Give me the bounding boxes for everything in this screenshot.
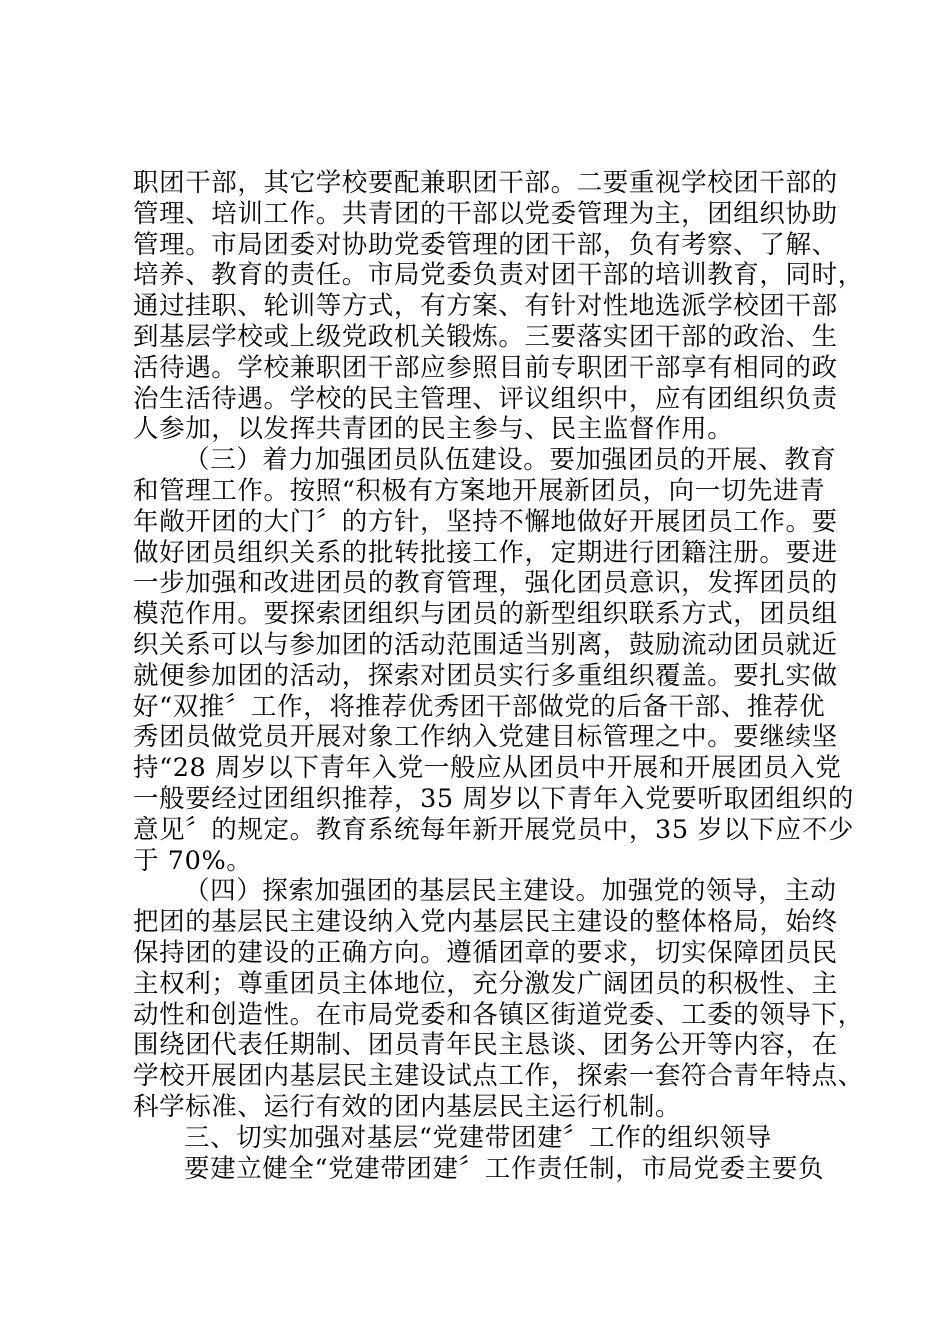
paragraph-start-line: 要建立健全“党建带团建〞工作责任制，市局党委主要负 <box>184 1153 825 1184</box>
text-line: 围绕团代表任期制、团员青年民主恳谈、团务公开等内容，在 <box>133 1030 838 1061</box>
text-line: 一般要经过团组织推荐，35 周岁以下青年入党要听取团组织的 <box>133 783 854 814</box>
document-body <box>133 168 864 1184</box>
text-line: 职团干部，其它学校要配兼职团干部。二要重视学校团干部的 <box>133 168 838 198</box>
text-line: 到基层学校或上级党政机关锻炼。三要落实团干部的政治、生 <box>133 321 838 352</box>
text-line: 管理、培训工作。共青团的干部以党委管理为主，团组织协助 <box>133 198 838 229</box>
text-line: 人参加，以发挥共青团的民主参与、民主监督作用。 <box>133 414 734 445</box>
text-line: 活待遇。学校兼职团干部应参照目前专职团干部享有相同的政 <box>133 352 838 383</box>
text-line: 和管理工作。按照“积极有方案地开展新团员，向一切先进青 <box>133 475 826 506</box>
text-line: 把团的基层民主建设纳入党内基层民主建设的整体格局，始终 <box>133 907 838 938</box>
text-line: 保持团的建设的正确方向。遵循团章的要求，切实保障团员民 <box>133 937 838 968</box>
text-line: 秀团员做党员开展对象工作纳入党建目标管理之中。要继续坚 <box>133 722 838 753</box>
paragraph-start-line: （四）探索加强团的基层民主建设。加强党的领导，主动 <box>184 876 837 907</box>
text-line: 做好团员组织关系的批转批接工作，定期进行团籍注册。要进 <box>133 537 838 568</box>
text-line: 培养、教育的责任。市局党委负责对团干部的培训教育，同时， <box>133 260 864 291</box>
text-line: 管理。市局团委对协助党委管理的团干部，负有考察、了解、 <box>133 229 838 260</box>
text-line: 于 70%。 <box>133 845 253 876</box>
text-line: 织关系可以与参加团的活动范围适当别离，鼓励流动团员就近 <box>133 629 838 660</box>
text-line: 好“双推〞工作，将推荐优秀团干部做党的后备干部、推荐优 <box>133 691 826 722</box>
text-line: 意见〞的规定。教育系统每年新开展党员中，35 岁以下应不少 <box>133 814 854 845</box>
text-line: 科学标准、运行有效的团内基层民主运行机制。 <box>133 1091 682 1122</box>
section-heading: 三、切实加强对基层“党建带团建〞工作的组织领导 <box>184 1122 772 1153</box>
text-line: 通过挂职、轮训等方式，有方案、有针对性地选派学校团干部 <box>133 291 838 322</box>
paragraph-start-line: （三）着力加强团员队伍建设。要加强团员的开展、教育 <box>184 445 837 476</box>
text-line: 年敞开团的大门〞的方针，坚持不懈地做好开展团员工作。要 <box>133 506 838 537</box>
text-line: 持“28 周岁以下青年入党一般应从团员中开展和开展团员入党 <box>133 753 842 784</box>
text-line: 治生活待遇。学校的民主管理、评议组织中，应有团组织负责 <box>133 383 838 414</box>
text-line: 学校开展团内基层民主建设试点工作，探索一套符合青年特点、 <box>133 1061 864 1092</box>
text-line: 一步加强和改进团员的教育管理，强化团员意识，发挥团员的 <box>133 568 838 599</box>
text-line: 动性和创造性。在市局党委和各镇区街道党委、工委的领导下， <box>133 999 864 1030</box>
text-line: 模范作用。要探索团组织与团员的新型组织联系方式，团员组 <box>133 599 838 630</box>
text-line: 主权利；尊重团员主体地位，充分激发广阔团员的积极性、主 <box>133 968 838 999</box>
text-line: 就便参加团的活动，探索对团员实行多重组织覆盖。要扎实做 <box>133 660 838 691</box>
